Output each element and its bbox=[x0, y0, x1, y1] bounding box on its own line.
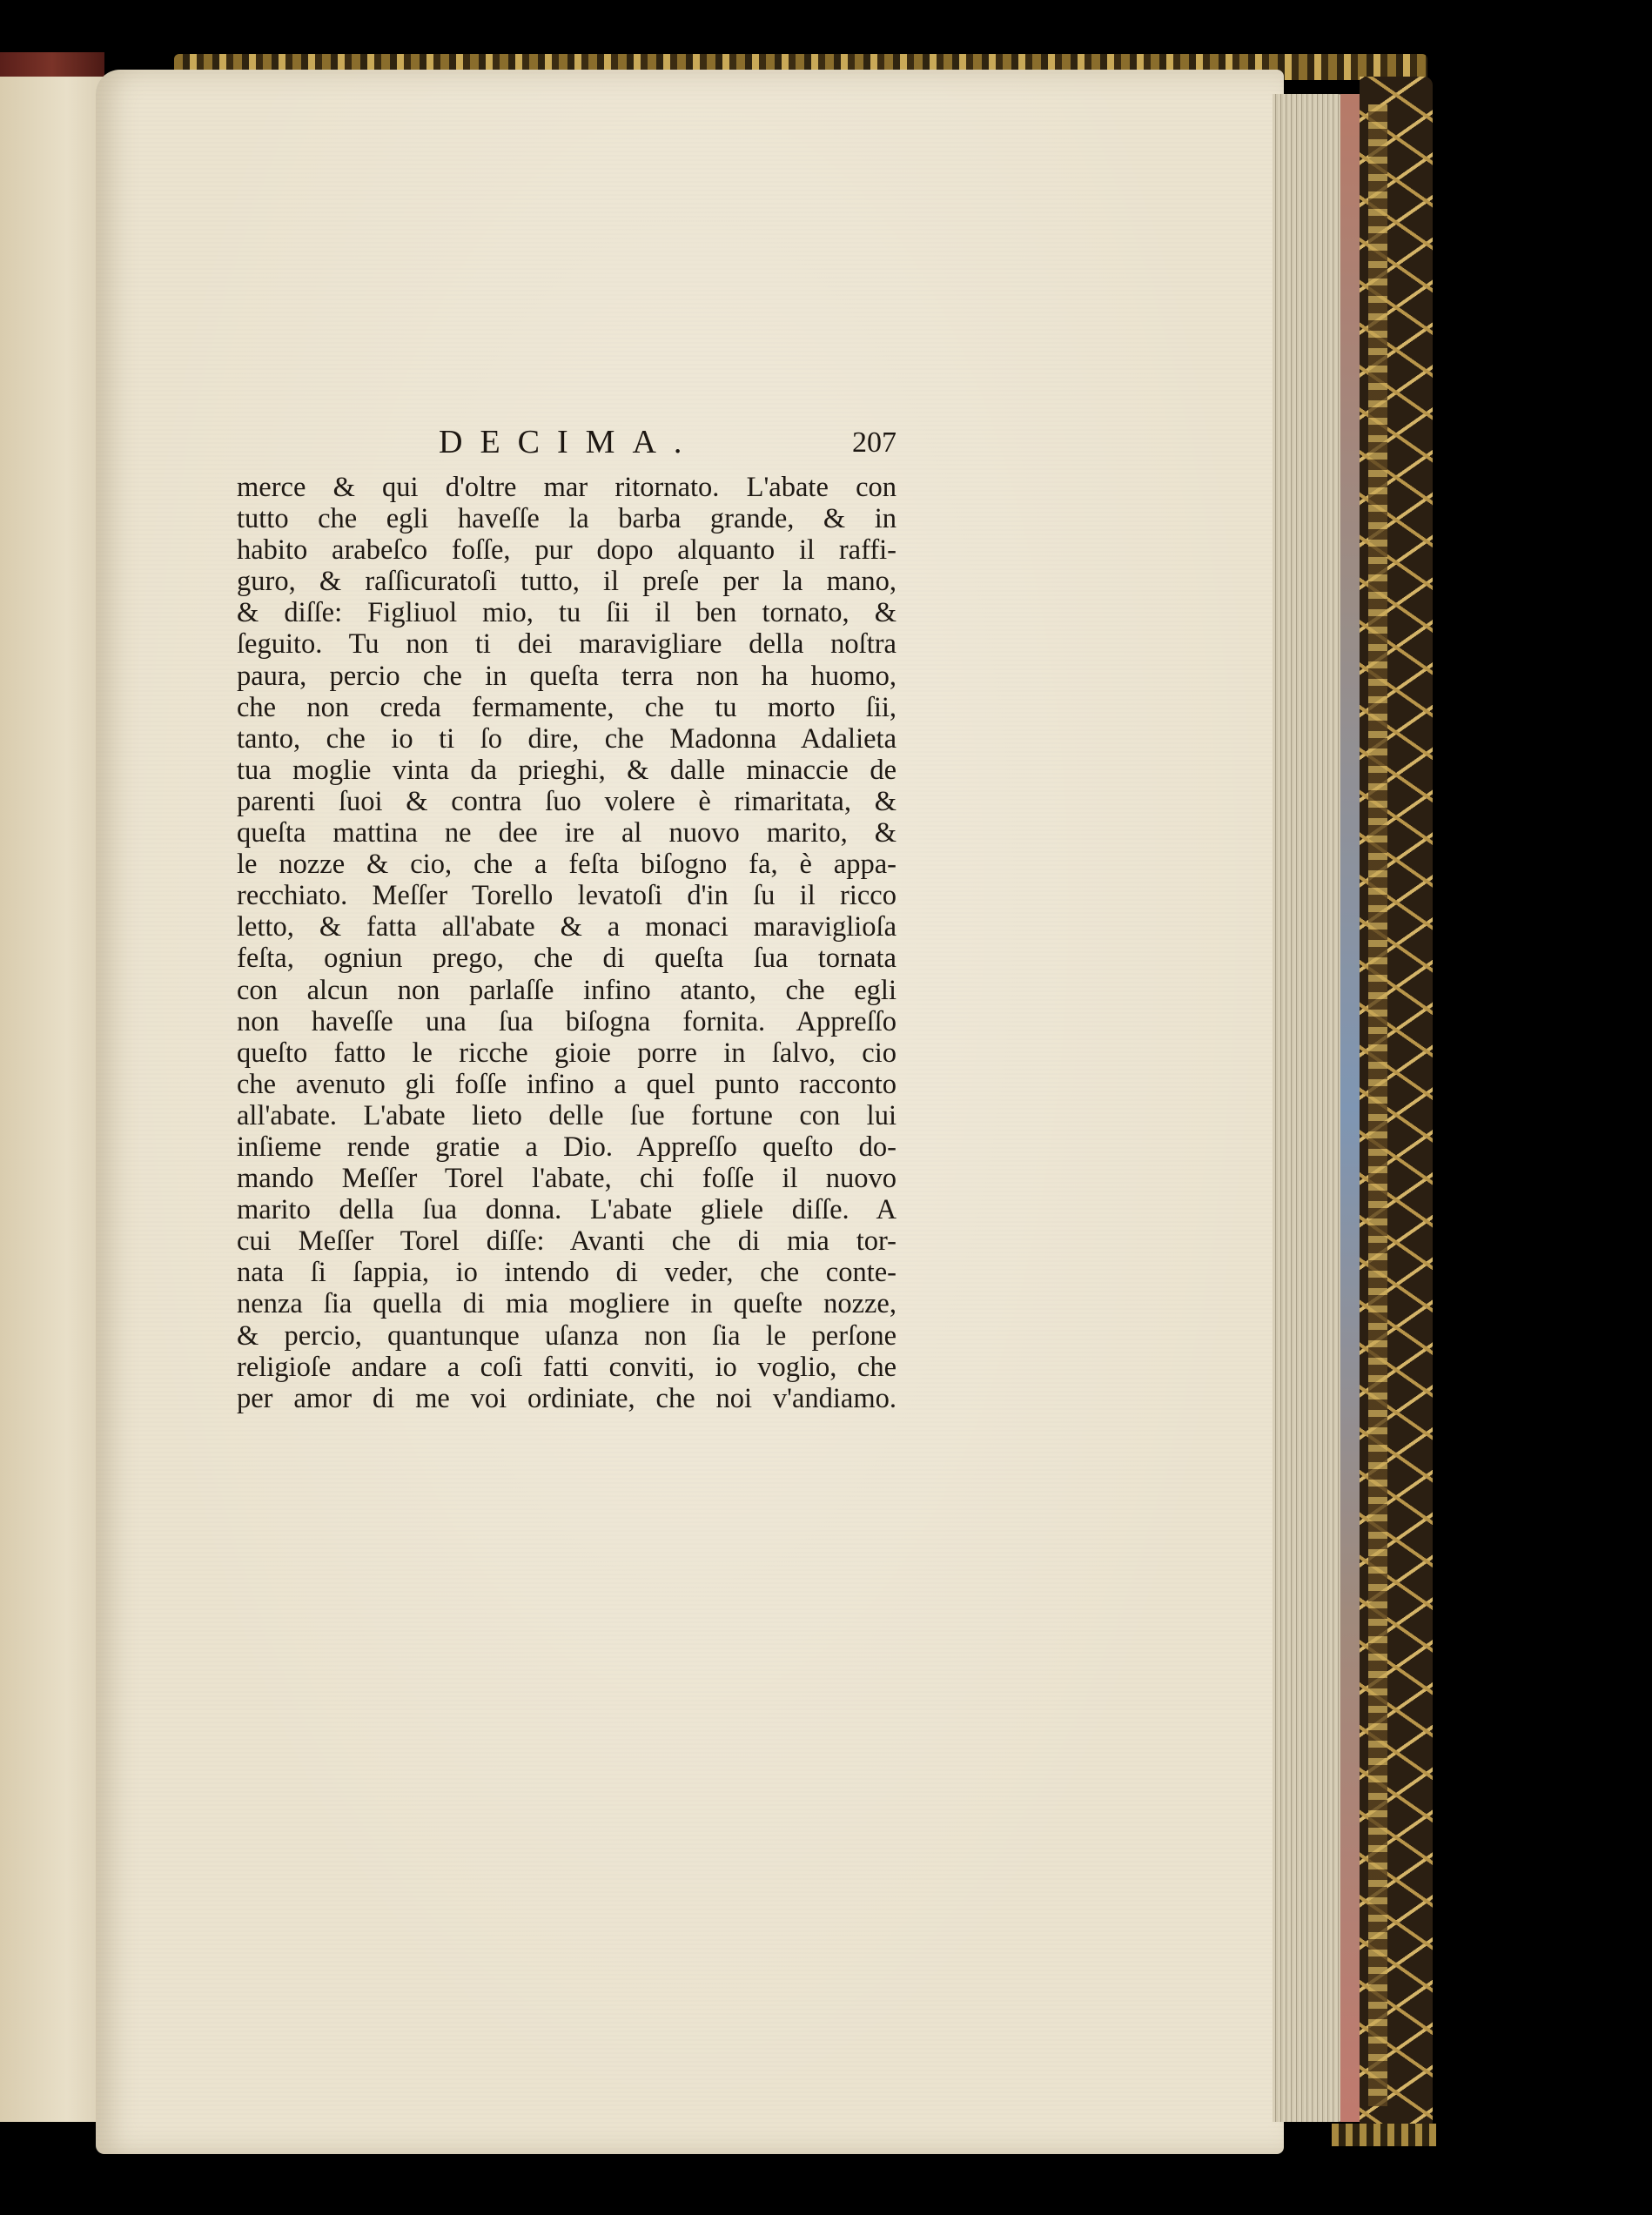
text-line: paura, percio che in queſta terra non ha huomo, bbox=[237, 660, 897, 692]
text-line: merce & qui d'oltre mar ritornato. L'abate con bbox=[237, 472, 897, 503]
text-line: le nozze & cio, che a feſta biſogno fa, è appa- bbox=[237, 849, 897, 881]
text-line: feſta, ogniun prego, che di queſta ſua tornata bbox=[237, 943, 897, 975]
text-line: parenti ſuoi & contra ſuo volere è rimaritata, & bbox=[237, 785, 897, 817]
page-block-edges bbox=[1273, 94, 1342, 2122]
text-line: all'abate. L'abate lieto delle ſue fortune con lui bbox=[237, 1099, 897, 1131]
text-line: tutto che egli haveſſe la barba grande, & in bbox=[237, 503, 897, 535]
text-line: habito arabeſco foſſe, pur dopo alquanto il raffi- bbox=[237, 534, 897, 567]
left-page-edge bbox=[0, 77, 111, 2122]
text-block bbox=[237, 423, 897, 1414]
text-line: con alcun non parlaſſe infino atanto, che egli bbox=[237, 974, 897, 1006]
text-line: cui Meſſer Torel diſſe: Avanti che di mia tor- bbox=[237, 1225, 897, 1258]
text-line: guro, & raſſicuratoſi tutto, il preſe per la mano, bbox=[237, 566, 897, 598]
text-line: nenza ſia quella di mia mogliere in queſte nozze, bbox=[237, 1288, 897, 1320]
text-line: religioſe andare a coſi fatti conviti, io voglio, che bbox=[237, 1351, 897, 1383]
text-line: mando Meſſer Torel l'abate, chi foſſe il nuovo bbox=[237, 1163, 897, 1195]
text-line: ſeguito. Tu non ti dei maravigliare della noſtra bbox=[237, 628, 897, 661]
page-number: 207 bbox=[852, 426, 897, 459]
bottom-gilt-corner bbox=[1332, 2124, 1436, 2146]
left-cover-binding bbox=[0, 52, 104, 77]
text-line: tua moglie vinta da prieghi, & dalle minaccie de bbox=[237, 754, 897, 786]
running-head bbox=[237, 423, 897, 472]
text-line: tanto, che io ti ſo dire, che Madonna Adalieta bbox=[237, 722, 897, 755]
text-line: non haveſſe una ſua biſogna fornita. Appreſſo bbox=[237, 1005, 897, 1037]
gilt-spine-ornament bbox=[1368, 104, 1387, 2106]
text-line: nata ſi ſappia, io intendo di veder, che conte- bbox=[237, 1257, 897, 1289]
body-text bbox=[237, 472, 897, 1414]
text-line: che avenuto gli foſſe infino a quel punto racconto bbox=[237, 1068, 897, 1100]
text-line: queſto fatto le ricche gioie porre in ſalvo, cio bbox=[237, 1037, 897, 1069]
text-line: marito della ſua donna. L'abate gliele diſſe. A bbox=[237, 1194, 897, 1226]
text-line: recchiato. Meſſer Torello levatoſi d'in ſu il ricco bbox=[237, 880, 897, 912]
text-line: inſieme rende gratie a Dio. Appreſſo queſto do- bbox=[237, 1131, 897, 1163]
text-line: & diſſe: Figliuol mio, tu ſii il ben tornato, & bbox=[237, 597, 897, 629]
text-line: che non creda fermamente, che tu morto ſii, bbox=[237, 691, 897, 723]
running-head-title: DECIMA. bbox=[439, 424, 700, 460]
text-line: per amor di me voi ordiniate, che noi v'andiamo. bbox=[237, 1382, 897, 1414]
text-line: letto, & fatta all'abate & a monaci maraviglioſa bbox=[237, 911, 897, 943]
colored-fore-edge bbox=[1340, 94, 1360, 2122]
text-line: queſta mattina ne dee ire al nuovo marito, & bbox=[237, 817, 897, 849]
text-line: & percio, quantunque uſanza non ſia le perſone bbox=[237, 1319, 897, 1352]
